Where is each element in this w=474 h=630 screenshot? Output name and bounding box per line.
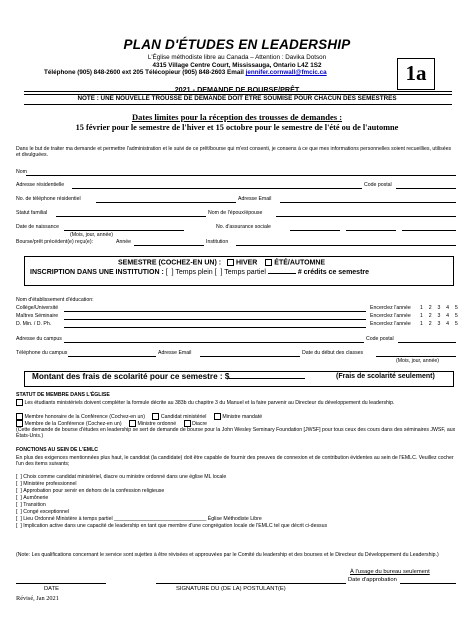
label-date-debut: Date du début des classes <box>302 350 364 356</box>
label-tel-res: No. de téléphone résidentiel <box>16 196 81 202</box>
fees-row <box>32 372 305 381</box>
candidat-checkbox[interactable] <box>152 413 159 420</box>
fonction-item[interactable]: [ ] Implication active dans une capacité de leadership en tant que membre d'une congrégation locale de l'EMLC tel que décrit ci-dessus <box>16 523 328 529</box>
fees-note: (Frais de scolarité seulement) <box>336 373 435 380</box>
label-bourse-prec: Bourse/prêt précédent(e) reçu(e): <box>16 239 93 245</box>
label-nom: Nom <box>16 169 27 175</box>
inscription-label: INSCRIPTION DANS UNE INSTITUTION : <box>30 269 164 276</box>
label-encerclez-2: Encerclez l'année <box>370 313 411 319</box>
revised-date: Révisé, Jan 2021 <box>16 595 59 602</box>
label-campus-email: Adresse Email <box>158 350 192 356</box>
org-phone-fax: Téléphone (905) 848-2600 ext 205 Télécopieur (905) 848-2603 Email <box>44 69 244 76</box>
office-date-input[interactable] <box>400 583 456 584</box>
label-nas: No. d'assurance sociale <box>216 224 271 230</box>
honoraire-label: Membre honoraire de la Conférence (Cochez-en un) <box>24 413 145 420</box>
diacre-label: Diacre <box>192 420 208 427</box>
semester-row <box>118 259 325 266</box>
fonction-item-label: Congé exceptionnel <box>23 509 70 515</box>
credits-label: # crédits ce semestre <box>297 269 370 276</box>
fonction-item-label: Approbation pour servir en dehors de la confession religieuse <box>23 488 165 494</box>
label-code-postal: Code postal <box>364 182 392 188</box>
campus-email-input[interactable] <box>200 356 300 357</box>
inscription-row <box>30 269 369 276</box>
dmin-input[interactable] <box>64 327 366 328</box>
deadlines-heading: Dates limites pour la réception des trousses de demandes : <box>131 112 343 122</box>
label-adresse-campus: Adresse du campus <box>16 336 62 342</box>
signature-line[interactable] <box>156 583 346 584</box>
diacre-checkbox[interactable] <box>184 420 191 427</box>
label-encerclez-3: Encerclez l'année <box>370 321 411 327</box>
fees-label: Montant des frais de scolarité pour ce semestre : $ <box>32 372 230 381</box>
fonction-item-label: Aumônerie <box>23 495 49 501</box>
label-email: Adresse Email <box>238 196 272 202</box>
fonction-item[interactable]: [ ] Aumônerie <box>16 495 49 501</box>
org-line-1: L'Église méthodiste libre au Canada – Attention : Davika Dotson <box>147 54 327 61</box>
statut-membre-text1: Les étudiants ministériels doivent compléter la formule décrite au 383b du chapitre 3 du Manuel et la faire parvenir au Directeur du développement du leadership. <box>24 399 395 406</box>
nom-input[interactable] <box>26 175 456 176</box>
fonction-item[interactable]: [ ] Approbation pour servir en dehors de la confession religieuse <box>16 488 165 494</box>
nas-input-2[interactable] <box>346 230 396 231</box>
credits-input[interactable] <box>268 273 296 274</box>
mandate-checkbox[interactable] <box>214 413 221 420</box>
campus-code-postal-input[interactable] <box>398 342 456 343</box>
form-note: NOTE : UNE NOUVELLE TROUSSE DE DEMANDE DOIT ÊTRE SOUMISE POUR CHACUN DES SEMESTRES <box>77 95 397 102</box>
epoux-input[interactable] <box>276 216 456 217</box>
fonction-item[interactable]: [ ] Lieu Ordonné Ministère à temps partiel ________________________________ Église Méthodiste Libre <box>16 516 262 522</box>
fonctions-heading: FONCTIONS AU SEIN DE L'EMLC <box>16 447 99 453</box>
label-naissance: Date de naissance <box>16 224 59 230</box>
form-number-badge: 1a <box>397 58 435 90</box>
conference-row <box>16 420 207 427</box>
fonction-item-label: Choix comme candidat ministériel, diacre ou ministre ordonné dans une église ML locale <box>23 474 227 480</box>
org-contact <box>44 69 327 76</box>
honoraire-row <box>16 413 262 420</box>
date-format-hint: (Mois, jour, année) <box>70 232 113 238</box>
date-label: DATE <box>44 586 60 592</box>
divider <box>24 104 452 105</box>
label-college: Collège/Université <box>16 305 59 311</box>
closing-note: (Note: Les qualifications concernant le service sont sujettes à être révisées et approuvées par le Comité du leadership et des bourses et le Directeur du Développement du Leadership.) <box>16 552 439 558</box>
tel-campus-input[interactable] <box>68 356 156 357</box>
year-scale-3[interactable]: 1 2 3 4 5 <box>420 321 460 327</box>
mandate-label: Ministre mandaté <box>222 413 263 420</box>
label-adresse: Adresse résidentielle <box>16 182 65 188</box>
office-heading: À l'usage du bureau seulement <box>350 569 430 575</box>
nas-input-3[interactable] <box>402 230 456 231</box>
label-nom-etab: Nom d'établissement d'éducation: <box>16 297 94 303</box>
college-input[interactable] <box>64 311 366 312</box>
plein-label: Temps plein <box>175 269 213 276</box>
hiver-label: HIVER <box>235 259 258 267</box>
label-maitres: Maîtres Séminaire <box>16 313 59 319</box>
annee-input[interactable] <box>134 245 204 246</box>
statut-input[interactable] <box>56 216 206 217</box>
ordonne-label: Ministre ordonné <box>137 420 177 427</box>
page-title: PLAN D'ÉTUDES EN LEADERSHIP <box>123 37 351 52</box>
fonction-item-label: Transition <box>23 502 46 508</box>
deadlines-text: 15 février pour le semestre de l'hiver et 15 octobre pour le semestre de l'été ou de l'automne <box>75 123 399 132</box>
date-debut-input[interactable] <box>376 356 456 357</box>
year-scale-1[interactable]: 1 2 3 4 5 <box>420 305 460 311</box>
label-tel-campus: Téléphone du campus <box>16 350 68 356</box>
semester-label: SEMESTRE (COCHEZ-EN UN) : <box>118 259 222 267</box>
fonction-item[interactable]: [ ] Transition <box>16 502 46 508</box>
fonction-item[interactable]: [ ] Congé exceptionnel <box>16 509 70 515</box>
form-title: 2021 - DEMANDE DE BOURSE/PRÊT <box>174 85 300 94</box>
year-scale-2[interactable]: 1 2 3 4 5 <box>420 313 460 319</box>
ete-label: ÉTÉ/AUTOMNE <box>274 259 326 267</box>
campus-date-format: (Mois, jour, année) <box>396 358 439 364</box>
signature-label: SIGNATURE DU (DE LA) POSTULANT(E) <box>176 586 286 592</box>
fonction-item-label: Lieu Ordonné Ministère à temps partiel ________________________________ Église Méthodiste Libre <box>23 516 262 522</box>
statut-membre-heading: STATUT DE MEMBRE DANS L'ÉGLISE <box>16 392 110 398</box>
ordonne-checkbox[interactable] <box>129 420 136 427</box>
naissance-input[interactable] <box>64 230 184 231</box>
tel-res-input[interactable] <box>96 202 236 203</box>
jwsf-note: (Cette demande de bourse d'études en leadership se sert de demande de bourse pour la John Wesley Seminary Foundation [JWSF] pour tous ceux des cours dans des séminaires JWSF, aux États-Unis.) <box>16 427 456 440</box>
adresse-input[interactable] <box>72 188 362 189</box>
partiel-label: Temps partiel <box>224 269 266 276</box>
fees-input[interactable] <box>229 378 305 379</box>
code-postal-input[interactable] <box>396 188 456 189</box>
conference-label: Membre de la Conférence (Cochez-en un) <box>24 420 122 427</box>
contact-email-link[interactable]: jennifer.cornwall@fmcic.ca <box>245 69 327 76</box>
label-campus-code-postal: Code postal <box>366 336 394 342</box>
date-signature-line[interactable] <box>16 583 106 584</box>
nas-input-1[interactable] <box>290 230 340 231</box>
conference-checkbox[interactable] <box>16 420 23 427</box>
label-institution: Institution <box>206 239 229 245</box>
email-input[interactable] <box>280 202 456 203</box>
label-statut: Statut familial <box>16 210 48 216</box>
office-date-label: Date d'approbation <box>348 577 397 583</box>
statut-etudiant-checkbox[interactable] <box>16 399 23 406</box>
adresse-campus-input[interactable] <box>64 342 364 343</box>
partiel-checkbox[interactable]: [ ] <box>214 269 223 276</box>
fonction-item-label: Ministère professionnel <box>23 481 77 487</box>
label-dmin: D. Min. / D. Ph. <box>16 321 52 327</box>
label-epoux: Nom de l'époux/épouse <box>208 210 263 216</box>
label-encerclez-1: Encerclez l'année <box>370 305 411 311</box>
label-annee: Année <box>116 239 132 245</box>
fonction-item[interactable]: [ ] Choix comme candidat ministériel, diacre ou ministre ordonné dans une église ML locale <box>16 474 227 480</box>
org-address: 4315 Village Centre Court, Mississauga, Ontario L4Z 1S2 <box>152 62 322 69</box>
maitres-input[interactable] <box>64 319 366 320</box>
honoraire-checkbox[interactable] <box>16 413 23 420</box>
fonction-item-label: Implication active dans une capacité de leadership en tant que membre d'une congrégation locale de l'EMLC tel que décrit ci-dessus <box>23 523 328 529</box>
statut-membre-text <box>16 399 446 406</box>
ete-checkbox[interactable] <box>265 259 272 266</box>
plein-checkbox[interactable]: [ ] <box>165 269 174 276</box>
fonction-item[interactable]: [ ] Ministère professionnel <box>16 481 77 487</box>
fonctions-intro: En plus des exigences mentionnées plus haut, le candidat (la candidate) doit être capable de fournir des preuves de connexion et de contribution évidentes au sein de l'EMLC. Veuillez cocher l'un des items suivants; <box>16 455 454 468</box>
consent-text: Dans le but de traiter ma demande et permettre l'administration et le suivi de ce prêt/bourse qui m'est consenti, je consens à ce que mes informations personnelles soient recueillies, utilisées et divulguées. <box>16 146 452 159</box>
hiver-checkbox[interactable] <box>227 259 234 266</box>
candidat-label: Candidat ministériel <box>160 413 207 420</box>
institution-input[interactable] <box>236 245 456 246</box>
